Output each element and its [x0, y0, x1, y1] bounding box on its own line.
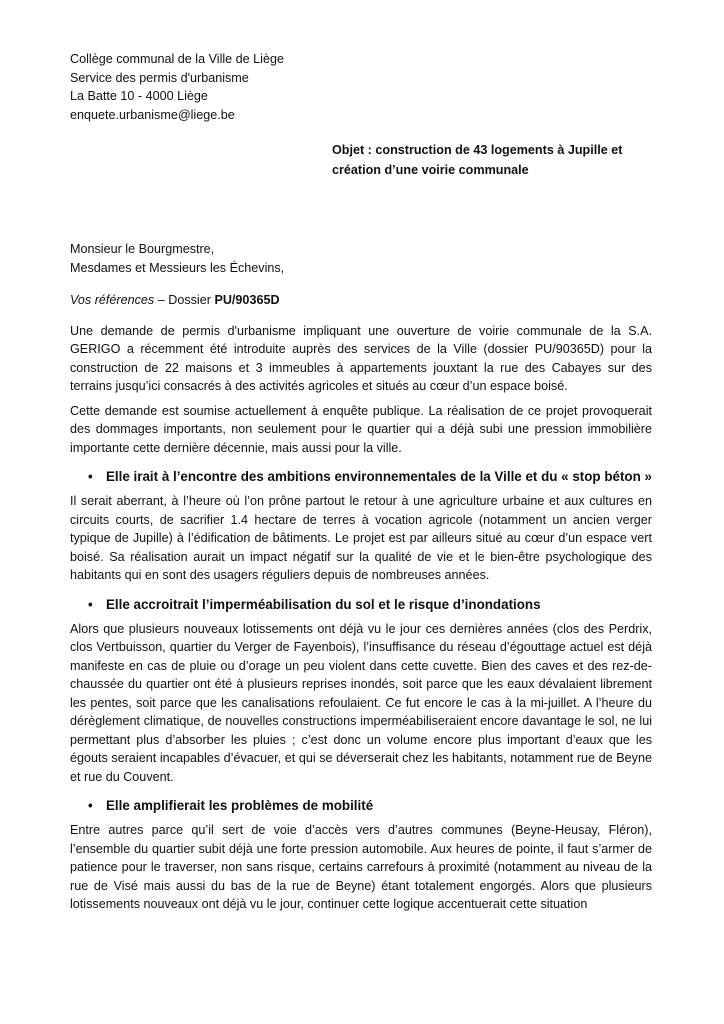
- reference-line: [70, 291, 652, 310]
- object-line: création d’une voirie communale: [332, 163, 529, 177]
- bullet-icon: •: [88, 596, 93, 612]
- section-heading-text: Elle irait à l’encontre des ambitions environnementales de la Ville et du « stop béton »: [106, 469, 652, 484]
- reference-separator: – Dossier: [154, 293, 215, 307]
- section-heading: [88, 595, 652, 614]
- object-line: Objet : construction de 43 logements à Jupille et: [332, 143, 623, 157]
- salutation: [70, 240, 652, 277]
- address-email: enquete.urbanisme@liege.be: [70, 107, 235, 122]
- section-heading: [88, 796, 652, 815]
- letter-page: [70, 50, 652, 914]
- intro-paragraph: Cette demande est soumise actuellement à enquête publique. La réalisation de ce projet provoquerait des dommages importants, non seulement pour le quartier qui a déjà subi une pression immobilière importante cette dernière décennie, mais aussi pour la ville.: [70, 403, 652, 455]
- bullet-icon: •: [88, 798, 93, 813]
- intro-paragraph: Une demande de permis d'urbanisme impliquant une ouverture de voirie communale de la S.A. GERIGO a récemment été introduite auprès des services de la Ville (dossier PU/90365D) pour la construction de 22 maisons et 3 immeubles à appartements jouxtant la rue des Cabayes sur des terrains jusqu’ici consacrés à des activités agricoles et situés au cœur d’un espace boisé.: [70, 323, 652, 393]
- section-body: Il serait aberrant, à l’heure où l’on prône partout le retour à une agriculture urbaine et aux cultures en circuits courts, de sacrifier 1.4 hectare de terres à vocation agricole (notamment un ancien verger typique de Jupille) à l’édification de bâtiments. Le projet est par ailleurs situé au cœur d’un espace vert boisé. Sa réalisation aurait un impact négatif sur la qualité de vie et le bien-être psychologique des habitants qui en sont des usagers réguliers depuis de nombreuses années.: [70, 494, 652, 582]
- address-line: Service des permis d'urbanisme: [70, 70, 249, 85]
- letter-object: [332, 140, 652, 180]
- recipient-address: [70, 50, 652, 124]
- section-heading: [88, 467, 652, 486]
- address-line: La Batte 10 - 4000 Liège: [70, 89, 208, 103]
- section-body: Alors que plusieurs nouveaux lotissements ont déjà vu le jour ces dernières années (clos des Perdrix, clos Vertbuisson, quartier du Verger de Fayenbois), l’insuffisance du réseau d’égouttage actuel est déjà manifeste en cas de pluie ou d’orage un peu violent dans cette cuvette. Bien des caves et des rez-de-chaussée du quartier ont été à plusieurs reprises inondés, soit parce que les eaux dévalaient librement les pentes, soit parce que les canalisations refoulaient. Ce fut encore le cas à la mi-juillet. A l’heure du dérèglement climatique, de nouvelles constructions imperméabiliseraient encore davantage le sol, ne lui permettant plus d’absorber les pluies ; c’est donc un volume encore plus important d’eaux que les égouts seraient incapables d’évacuer, et qui se déverserait chez les habitants, notamment rue de Beyne et rue du Couvent.: [70, 621, 652, 784]
- bullet-icon: •: [88, 469, 93, 484]
- section-body: Entre autres parce qu’il sert de voie d’accès vers d’autres communes (Beyne-Heusay, Fléron), l’ensemble du quartier subit déjà une forte pression automobile. Aux heures de pointe, il faut s’armer de patience pour le traverser, non sans risque, certains carrefours à proximité (notamment au niveau de la rue de Visé mais aussi du bas de la rue de Beyne) étant totalement engorgés. Alors que plusieurs lotissements nouveaux ont déjà vu le jour, continuer cette logique accentuerait cette situation: [70, 823, 652, 911]
- section-heading-text: Elle accroitrait l’imperméabilisation du sol et le risque d’inondations: [106, 596, 541, 612]
- reference-label: Vos références: [70, 293, 155, 307]
- address-line: Collège communal de la Ville de Liège: [70, 52, 284, 66]
- reference-number: PU/90365D: [214, 293, 280, 307]
- salutation-line: Monsieur le Bourgmestre,: [70, 242, 215, 256]
- salutation-line: Mesdames et Messieurs les Échevins,: [70, 260, 285, 275]
- section-heading-text: Elle amplifierait les problèmes de mobilité: [106, 798, 374, 813]
